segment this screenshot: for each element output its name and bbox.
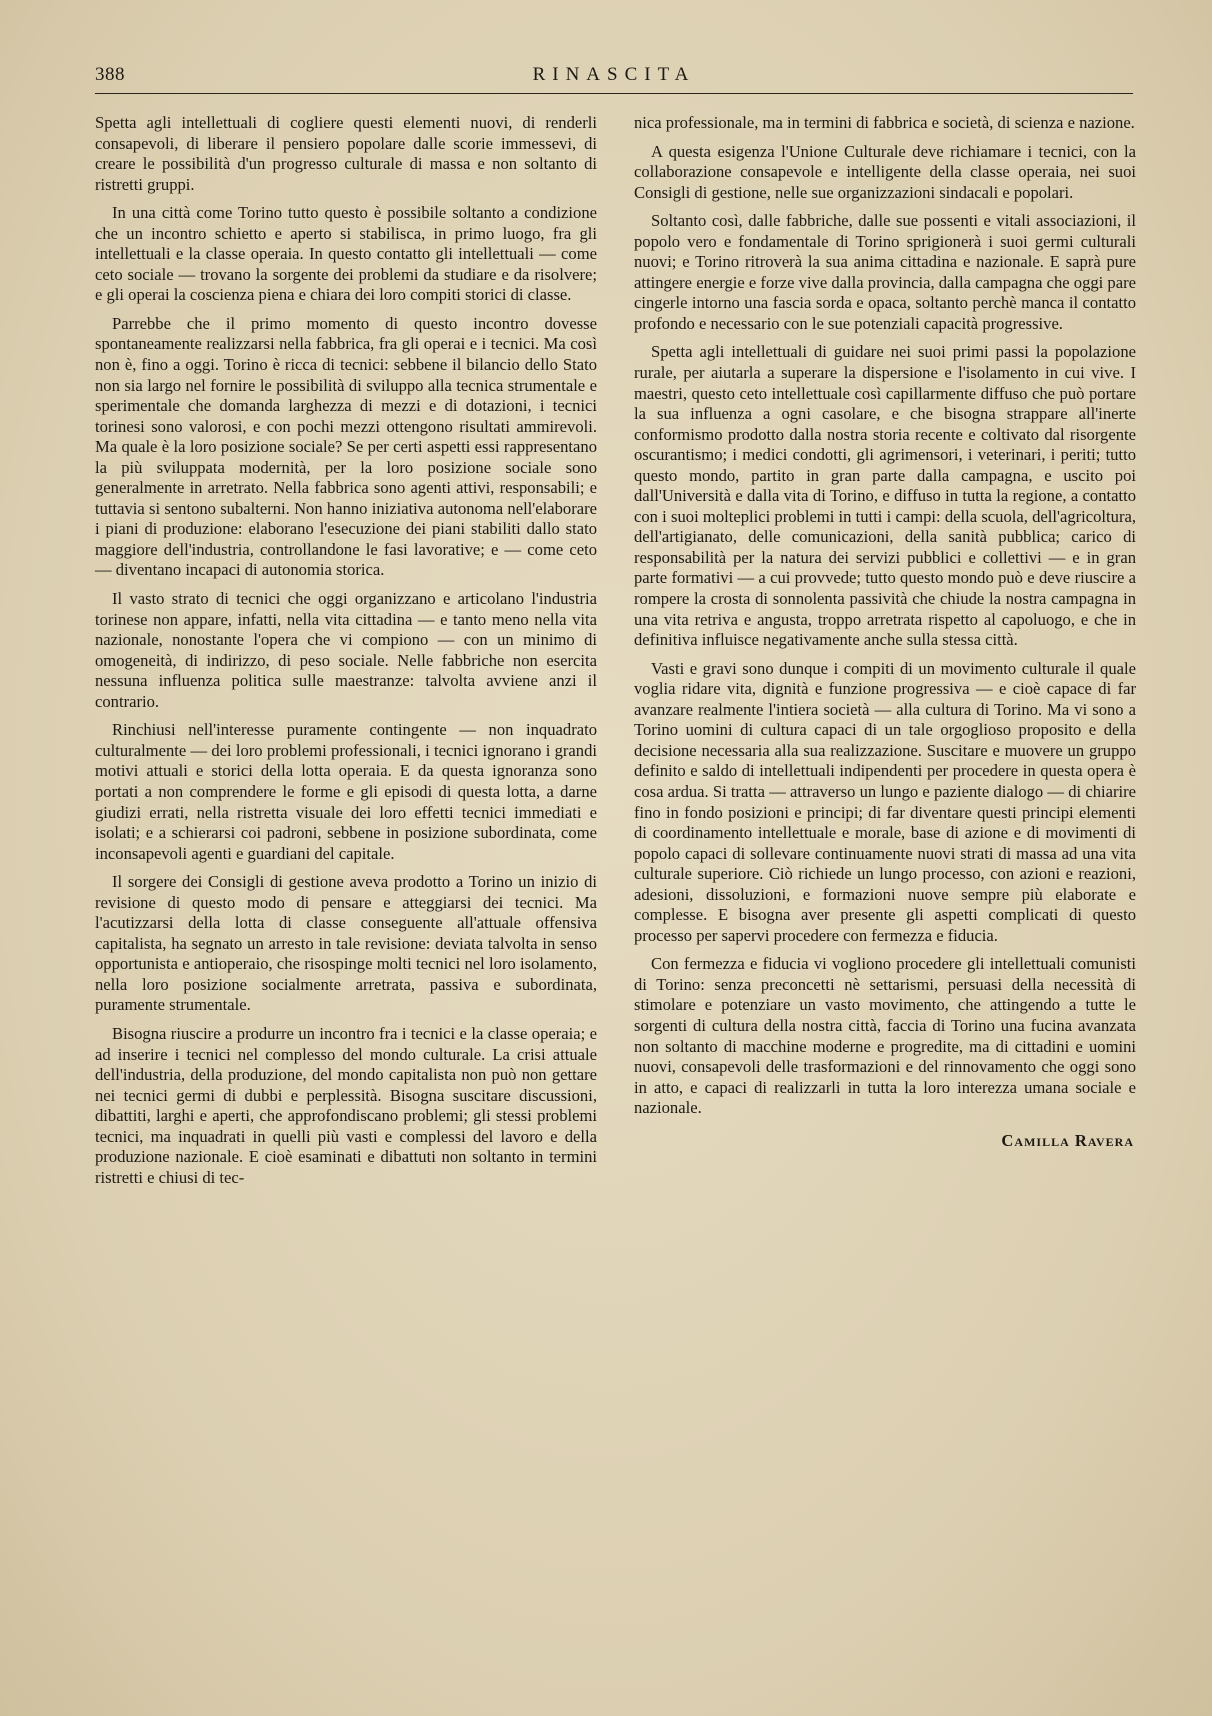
paragraph: Vasti e gravi sono dunque i compiti di un movimento culturale il quale voglia ridare vita, dignità e funzione progressiva — e cioè capace di far avanzare realmente l'intiera società — alla cultura di Torino. Ma vi sono a Torino uomini di cultura capaci di un tale orgoglioso proposito e della decisione necessaria alla sua realizzazione. Suscitare e muovere un gruppo definito e saldo di intellettuali indipendenti per procedere in questa opera è cosa ardua. Si tratta — attraverso un lungo e paziente dialogo — di chiarire fino in fondo posizioni e principi; di far diventare questi principi elementi di coordinamento intellettuale e morale, base di azione e di movimenti di popolo capaci di sollevare continuamente nuovi strati di massa ad una vita culturale superiore. Ciò richiede un lungo processo, con azioni e reazioni, adesioni, dissoluzioni, e formazioni nuove sempre più elaborate e complesse. E bisogna aver presente gli aspetti complicati di questo processo per sapervi procedere con fermezza e fiducia. xyxy=(634,658,1136,945)
paragraph: Bisogna riuscire a produrre un incontro fra i tecnici e la classe operaia; e ad inserire i tecnici nel complesso del mondo culturale. La crisi attuale dell'industria, della produzione, del mondo capitalista non può non gettare nei tecnici germi di dubbi e perplessità. Bisogna suscitare discussioni, dibattiti, larghi e aperti, che approfondiscano problemi; gli stessi problemi tecnici, ma inquadrati in quelli più vasti e complessi del lavoro e della produzione nazionale. E cioè esaminati e dibattuti non soltanto in termini ristretti e chiusi di tec- xyxy=(95,1023,597,1187)
header-rule xyxy=(95,93,1133,94)
paragraph: Parrebbe che il primo momento di questo incontro dovesse spontaneamente realizzarsi nella fabbrica, fra gli operai e i tecnici. Ma così non è, fino a oggi. Torino è ricca di tecnici: sebbene il bilancio dello Stato non sia largo nel fornire le possibilità di sviluppo alla tecnica strumentale e sperimentale che domanda larghezza di mezzi e di dotazioni, i tecnici torinesi sono valorosi, e con pochi mezzi ottengono risultati ammirevoli. Ma quale è la loro posizione sociale? Se per certi aspetti essi rappresentano la più sviluppata modernità, per la loro posizione sociale sono generalmente in arretrato. Nella fabbrica sono agenti attivi, responsabili; e tuttavia si sentono subalterni. Non hanno iniziativa autonoma nell'elaborare i piani di produzione: elaborano l'esecuzione dei piani stabiliti dallo stato maggiore dell'industria, controllandone le fasi lavorative; e — come ceto — diventano incapaci di autonomia storica. xyxy=(95,313,597,580)
left-column xyxy=(95,113,597,1196)
paragraph: In una città come Torino tutto questo è possibile soltanto a condizione che un incontro schietto e aperto si stabilisca, in primo luogo, fra gli intellettuali e la classe operaia. In questo contatto gli intellettuali — come ceto sociale — trovano la sorgente dei problemi da studiare e da risolvere; e gli operai la coscienza piena e chiara dei loro compiti storici di classe. xyxy=(95,203,597,305)
paragraph: Rinchiusi nell'interesse puramente contingente — non inquadrato culturalmente — dei loro problemi professionali, i tecnici ignorano i grandi motivi attuali e storici della lotta operaia. E da questa ignoranza sono portati a non comprendere le forme e gli episodi di questa lotta, a darne giudizi errati, nella ristretta visuale dei loro effetti tecnici immediati e isolati; e a schierarsi coi padroni, sebbene in posizione subordinata, come inconsapevoli agenti e guardiani del capitale. xyxy=(95,720,597,863)
journal-title: RINASCITA xyxy=(532,64,696,85)
author-signature: Camilla Ravera xyxy=(1001,1130,1134,1150)
paragraph: Spetta agli intellettuali di cogliere questi elementi nuovi, di renderli consapevoli, di liberare il pensiero popolare dalle scorie immessevi, di creare le possibilità d'un progresso culturale di massa e non soltanto di ristretti gruppi. xyxy=(95,113,597,194)
right-column xyxy=(634,113,1136,1159)
paragraph: Il sorgere dei Consigli di gestione aveva prodotto a Torino un inizio di revisione di questo modo di pensare e atteggiarsi dei tecnici. Ma l'acutizzarsi della lotta di classe conseguente all'attuale offensiva capitalista, ha segnato un arresto in tale revisione: deviata talvolta in senso opportunista e antioperaio, che risospinge molti tecnici nel loro isolamento, nella loro posizione socialmente arretrata, passiva e subordinata, puramente strumentale. xyxy=(95,872,597,1015)
page-header xyxy=(95,64,1133,92)
paragraph: Con fermezza e fiducia vi vogliono procedere gli intellettuali comunisti di Torino: senza preconcetti nè settarismi, persuasi della necessità di stimolare e potenziare un vasto movimento, che attingendo a tutte le sorgenti di cultura della nostra città, faccia di Torino una fucina avanzata non soltanto di macchine moderne e progredite, ma di cittadini e uomini nuovi, consapevoli delle trasformazioni e del rinnovamento che oggi sono in atto, e capaci di realizzarli in tutta la loro interezza umana sociale e nazionale. xyxy=(634,954,1136,1118)
paragraph: Spetta agli intellettuali di guidare nei suoi primi passi la popolazione rurale, per aiutarla a superare la dispersione e l'isolamento in cui vive. I maestri, questo ceto intellettuale così capillarmente diffuso che può portare la sua influenza a ogni casolare, e che bisogna strappare all'inerte conformismo prodotto dalla nostra storia recente e coltivato dal risorgente oscurantismo; i medici condotti, gli agrimensori, i veterinari, i periti; tutto questo mondo, partito in gran parte dalla campagna, e uscito poi dall'Università e dalla vita di Torino, e diffuso in tutta la regione, a contatto con i suoi molteplici problemi in tutti i campi: della scuola, dell'agricoltura, dell'artigianato, delle comunicazioni, della sanità pubblica; carico di responsabilità per la natura dei servizi pubblici e collettivi — e in gran parte formativi — a cui provvede; tutto questo mondo può e deve riuscire a rompere la crosta di sonnolenta passività che chiude la nostra campagna in una vita retriva e angusta, troppo arretrata rispetto al capoluogo, e che in definitiva influisce negativamente anche sulla stessa città. xyxy=(634,342,1136,650)
paragraph: Soltanto così, dalle fabbriche, dalle sue possenti e vitali associazioni, il popolo vero e fondamentale di Torino sprigionerà i suoi germi culturali nuovi; e Torino ritroverà la sua anima cittadina e nazionale. E saprà pure attingere energie e forze vive dalla provincia, dalla campagna che oggi pare cingerle intorno una fascia sorda e opaca, soltanto perchè manca il contatto profondo e necessario con le sue potenziali capacità progressive. xyxy=(634,211,1136,333)
paragraph: nica professionale, ma in termini di fabbrica e società, di scienza e nazione. xyxy=(634,113,1135,132)
paragraph: Il vasto strato di tecnici che oggi organizzano e articolano l'industria torinese non appare, infatti, nella vita cittadina — e tanto meno nella vita nazionale, nonostante l'opera che vi compiono — con un minimo di omogeneità, di indirizzo, di peso sociale. Nelle fabbriche non esercita nessuna influenza politica sulle maestranze: talvolta avviene anzi il contrario. xyxy=(95,589,597,711)
page-number: 388 xyxy=(95,64,125,85)
paragraph: A questa esigenza l'Unione Culturale deve richiamare i tecnici, con la collaborazione consapevole e intelligente della classe operaia, nei suoi Consigli di gestione, nelle sue organizzazioni sindacali e popolari. xyxy=(634,141,1136,202)
